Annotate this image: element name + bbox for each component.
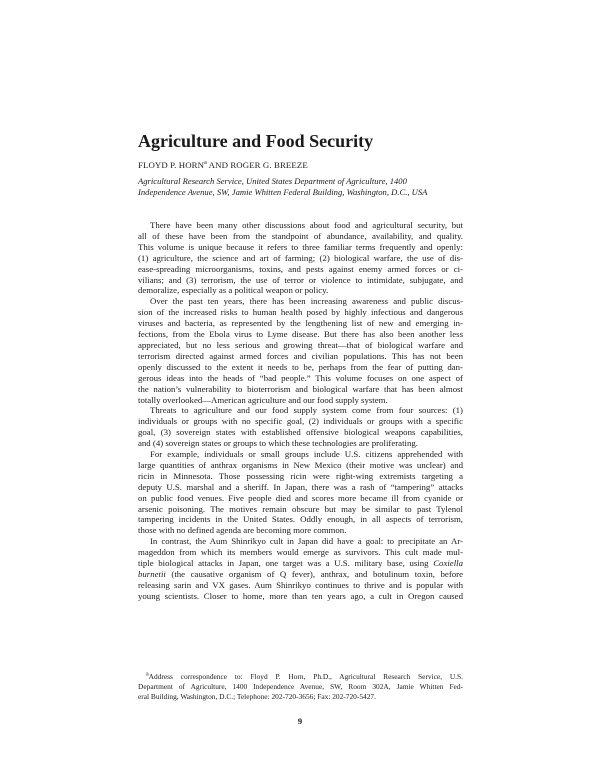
body-text-line: young scientists. Closer to home, more than ten years ago, a cult in Oregon caused [138,590,463,601]
body-text-line: deputy U.S. marshal and a sheriff. In Japan, there was a rash of “tampering” attacks [138,481,463,492]
correspondence-footnote [138,672,463,703]
body-text-line: arsenic poisoning. The motives remain obscure but may be similar to past Tylenol [138,503,463,514]
body-text-line: totally overlooked—American agriculture and our food supply system. [138,394,388,405]
species-name: burnetii [138,569,166,579]
species-name: Coxiella [433,558,463,569]
body-text-line: individuals or groups with no specific goal, (2) individuals or groups with a specific [138,416,463,427]
article-body [138,220,463,602]
body-text-line: viruses and bacteria, as represented by the lengthening list of new and emerging in- [138,318,463,329]
body-text-line: burnetii (the causative organism of Q fever), anthrax, and botulinum toxin, before [138,569,463,579]
footnote-line [138,672,463,682]
body-text-line: Threats to agriculture and our food supply system come from four sources: (1) [150,405,463,416]
author-footnote-marker: a [204,160,207,167]
body-text-line: (1) agriculture, the science and art of farming; (2) biological warfare, the use of dis- [138,252,463,263]
body-text-line: demoralize, especially as a political weapon or policy. [138,285,329,296]
co-author: AND ROGER G. BREEZE [206,160,308,170]
footnote-marker: a [146,671,149,678]
article-title: Agriculture and Food Security [138,131,374,151]
body-text-line: There have been many other discussions about food and agricultural security, but [150,220,463,230]
body-text-line: large quantities of anthrax organisms in New Mexico (their motive was unclear) and [138,459,463,470]
body-text-line: terrorism directed against armed forces and civilian populations. This has not been [138,350,463,361]
page-number: 9 [297,716,303,726]
author-affiliation [138,176,463,198]
body-text-line: sion of the increased risks to human health posed by highly infectious and dangerous [138,307,463,318]
footnote-line-text: eral Building, Washington, D.C.; Telephone: 202-720-3656; Fax: 202-720-5427. [138,692,376,702]
footnote-line [138,682,463,692]
body-text-line: all of these have been from the standpoint of abundance, availability, and quality. [138,230,463,241]
body-text-line: openly discussed to the extent it needs to be, perhaps from the fear of putting dan- [138,361,463,372]
author-line [138,160,468,171]
body-text-line: In contrast, the Aum Shinrikyo cult in Japan did have a goal: to precipitate an Ar- [150,536,463,547]
body-text-line: appreciated, but no less serious and growing threat—that of biological warfare and [138,339,463,350]
body-text-line: on public food venues. Five people died and scores more became ill from cyanide or [138,492,463,503]
body-text-line: goal, (3) sovereign states with established offensive biological weapons capabilities, [138,427,463,438]
body-text-line: those with no defined agenda are becoming more common. [138,525,347,536]
body-text-line: ease-spreading microorganisms, toxins, and pests against enemy armed forces or ci- [138,263,463,274]
first-author: FLOYD P. HORN [138,160,205,170]
body-text-line: For example, individuals or small groups include U.S. citizens apprehended with [150,449,463,460]
body-text-line: releasing sarin and VX gases. Aum Shinrikyo continues to thrive and is popular with [138,579,463,590]
body-text-line: Over the past ten years, there has been increasing awareness and public discus- [150,296,463,307]
body-text-line: gerous ideas into the heads of “bad people.” This volume focuses on one aspect of [138,372,463,383]
body-text-line: tiple biological attacks in Japan, one target was a U.S. military base, using Coxiella [138,558,463,569]
footnote-line-text: Department of Agriculture, 1400 Independence Avenue, SW, Room 302A, Jamie Whitten Fed- [138,682,463,692]
body-text-line: the nation’s vulnerability to bioterrorism and biological warfare that has been almost [138,383,463,394]
body-text-line: This volume is unique because it refers to three familiar terms frequently and openly: [138,241,463,252]
body-text-line: tampering incidents in the United States. Oddly enough, in all aspects of terrorism, [138,514,463,525]
affiliation-line: Agricultural Research Service, United States Department of Agriculture, 1400 [138,176,407,186]
footnote-line [138,692,463,702]
body-text-line: ricin in Minnesota. Those possessing ricin were right-wing extremists targeting a [138,470,463,481]
body-text-line: fections, from the Ebola virus to Lyme disease. But there has also been another less [138,329,463,340]
body-text-line: vilians; and (3) terrorism, the use of terror or violence to intimidate, subjugate, and [138,274,463,285]
affiliation-line: Independence Avenue, SW, Jamie Whitten Federal Building, Washington, D.C., USA [138,187,428,197]
footnote-line-text: Address correspondence to: Floyd P. Horn, Ph.D., Agricultural Research Service, U.S. [148,672,463,681]
body-text-line: and (4) sovereign states or groups to which these technologies are proliferating. [138,438,418,449]
body-text-line: mageddon from which its members would emerge as survivors. This cult made mul- [138,547,463,558]
